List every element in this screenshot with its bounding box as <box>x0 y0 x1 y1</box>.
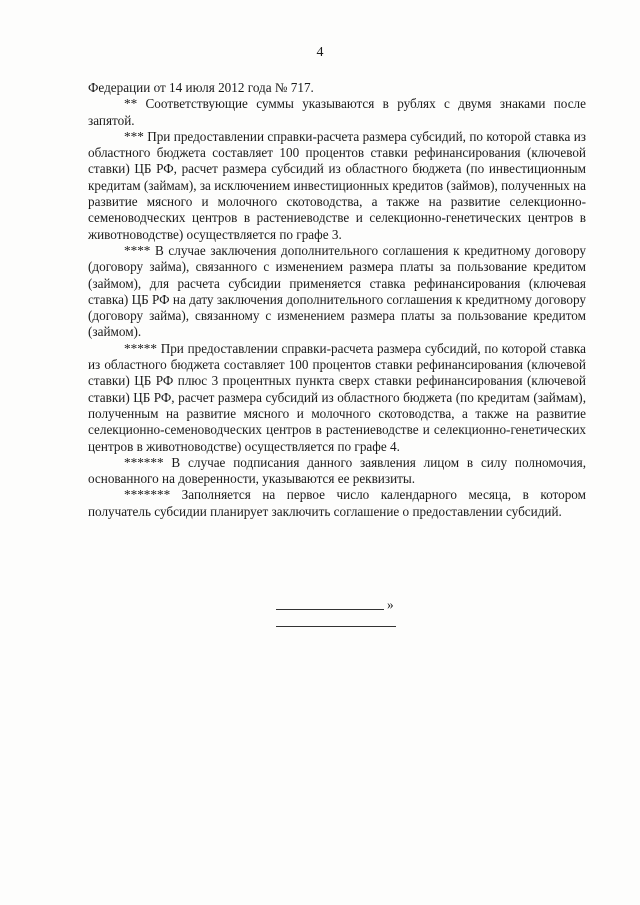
footnote-2: ** Соответствующие суммы указываются в рублях с двумя знаками после запятой. <box>88 96 586 128</box>
signature-line-top <box>276 609 384 610</box>
signature-line-bottom <box>276 626 396 627</box>
footnote-5: ***** При предоставлении справки-расчета размера субсидий, по которой ставка из областного бюджета составляет 100 процентов ставки рефинансирования (ключевой ставки) ЦБ РФ плюс 3 процентных пункта сверх ставки рефинансирования (ключевой ставки) ЦБ РФ, расчет размера субсидий из областного бюджета (по кредитам (займам), полученным на развитие мясного и молочного скотоводства, а также на развитие селекционно-семеноводческих центров в растениеводстве и селекционно-генетических центров в животноводстве) осуществляется по графе 4. <box>88 340 586 454</box>
footnote-6: ****** В случае подписания данного заявления лицом в силу полномочия, основанного на доверенности, указываются ее реквизиты. <box>88 454 586 487</box>
footnote-3: *** При предоставлении справки-расчета размера субсидий, по которой ставка из областного бюджета составляет 100 процентов ставки рефинансирования (ключевой ставки) ЦБ РФ, расчет размера субсидий из областного бюджета (по инвестиционным кредитам (займам), за исключением инвестиционных кредитов (займов), полученных на развитие мясного и молочного скотоводства, а также на развитие селекционно-семеноводческих центров в растениеводстве и селекционно-генетических центров в животноводстве) осуществляется по графе 3. <box>88 128 586 242</box>
footnote-4: **** В случае заключения дополнительного соглашения к кредитному договору (договору займа), связанного с изменением размера платы за пользование кредитом (займом), для расчета субсидии применяется ставка рефинансирования (ключевая ставка) ЦБ РФ на дату заключения дополнительного соглашения к кредитному договору (договору займа), связанному с изменением размера платы за пользование кредитом (займом). <box>88 242 586 340</box>
closing-quote: » <box>387 597 394 612</box>
page-number: 4 <box>316 45 324 60</box>
paragraph-continuation: Федерации от 14 июля 2012 года № 717. <box>88 80 314 95</box>
footnote-7: ******* Заполняется на первое число календарного месяца, в котором получатель субсидии планирует заключить соглашение о предоставлении субсидий. <box>88 487 586 519</box>
footnotes-body <box>88 80 586 520</box>
